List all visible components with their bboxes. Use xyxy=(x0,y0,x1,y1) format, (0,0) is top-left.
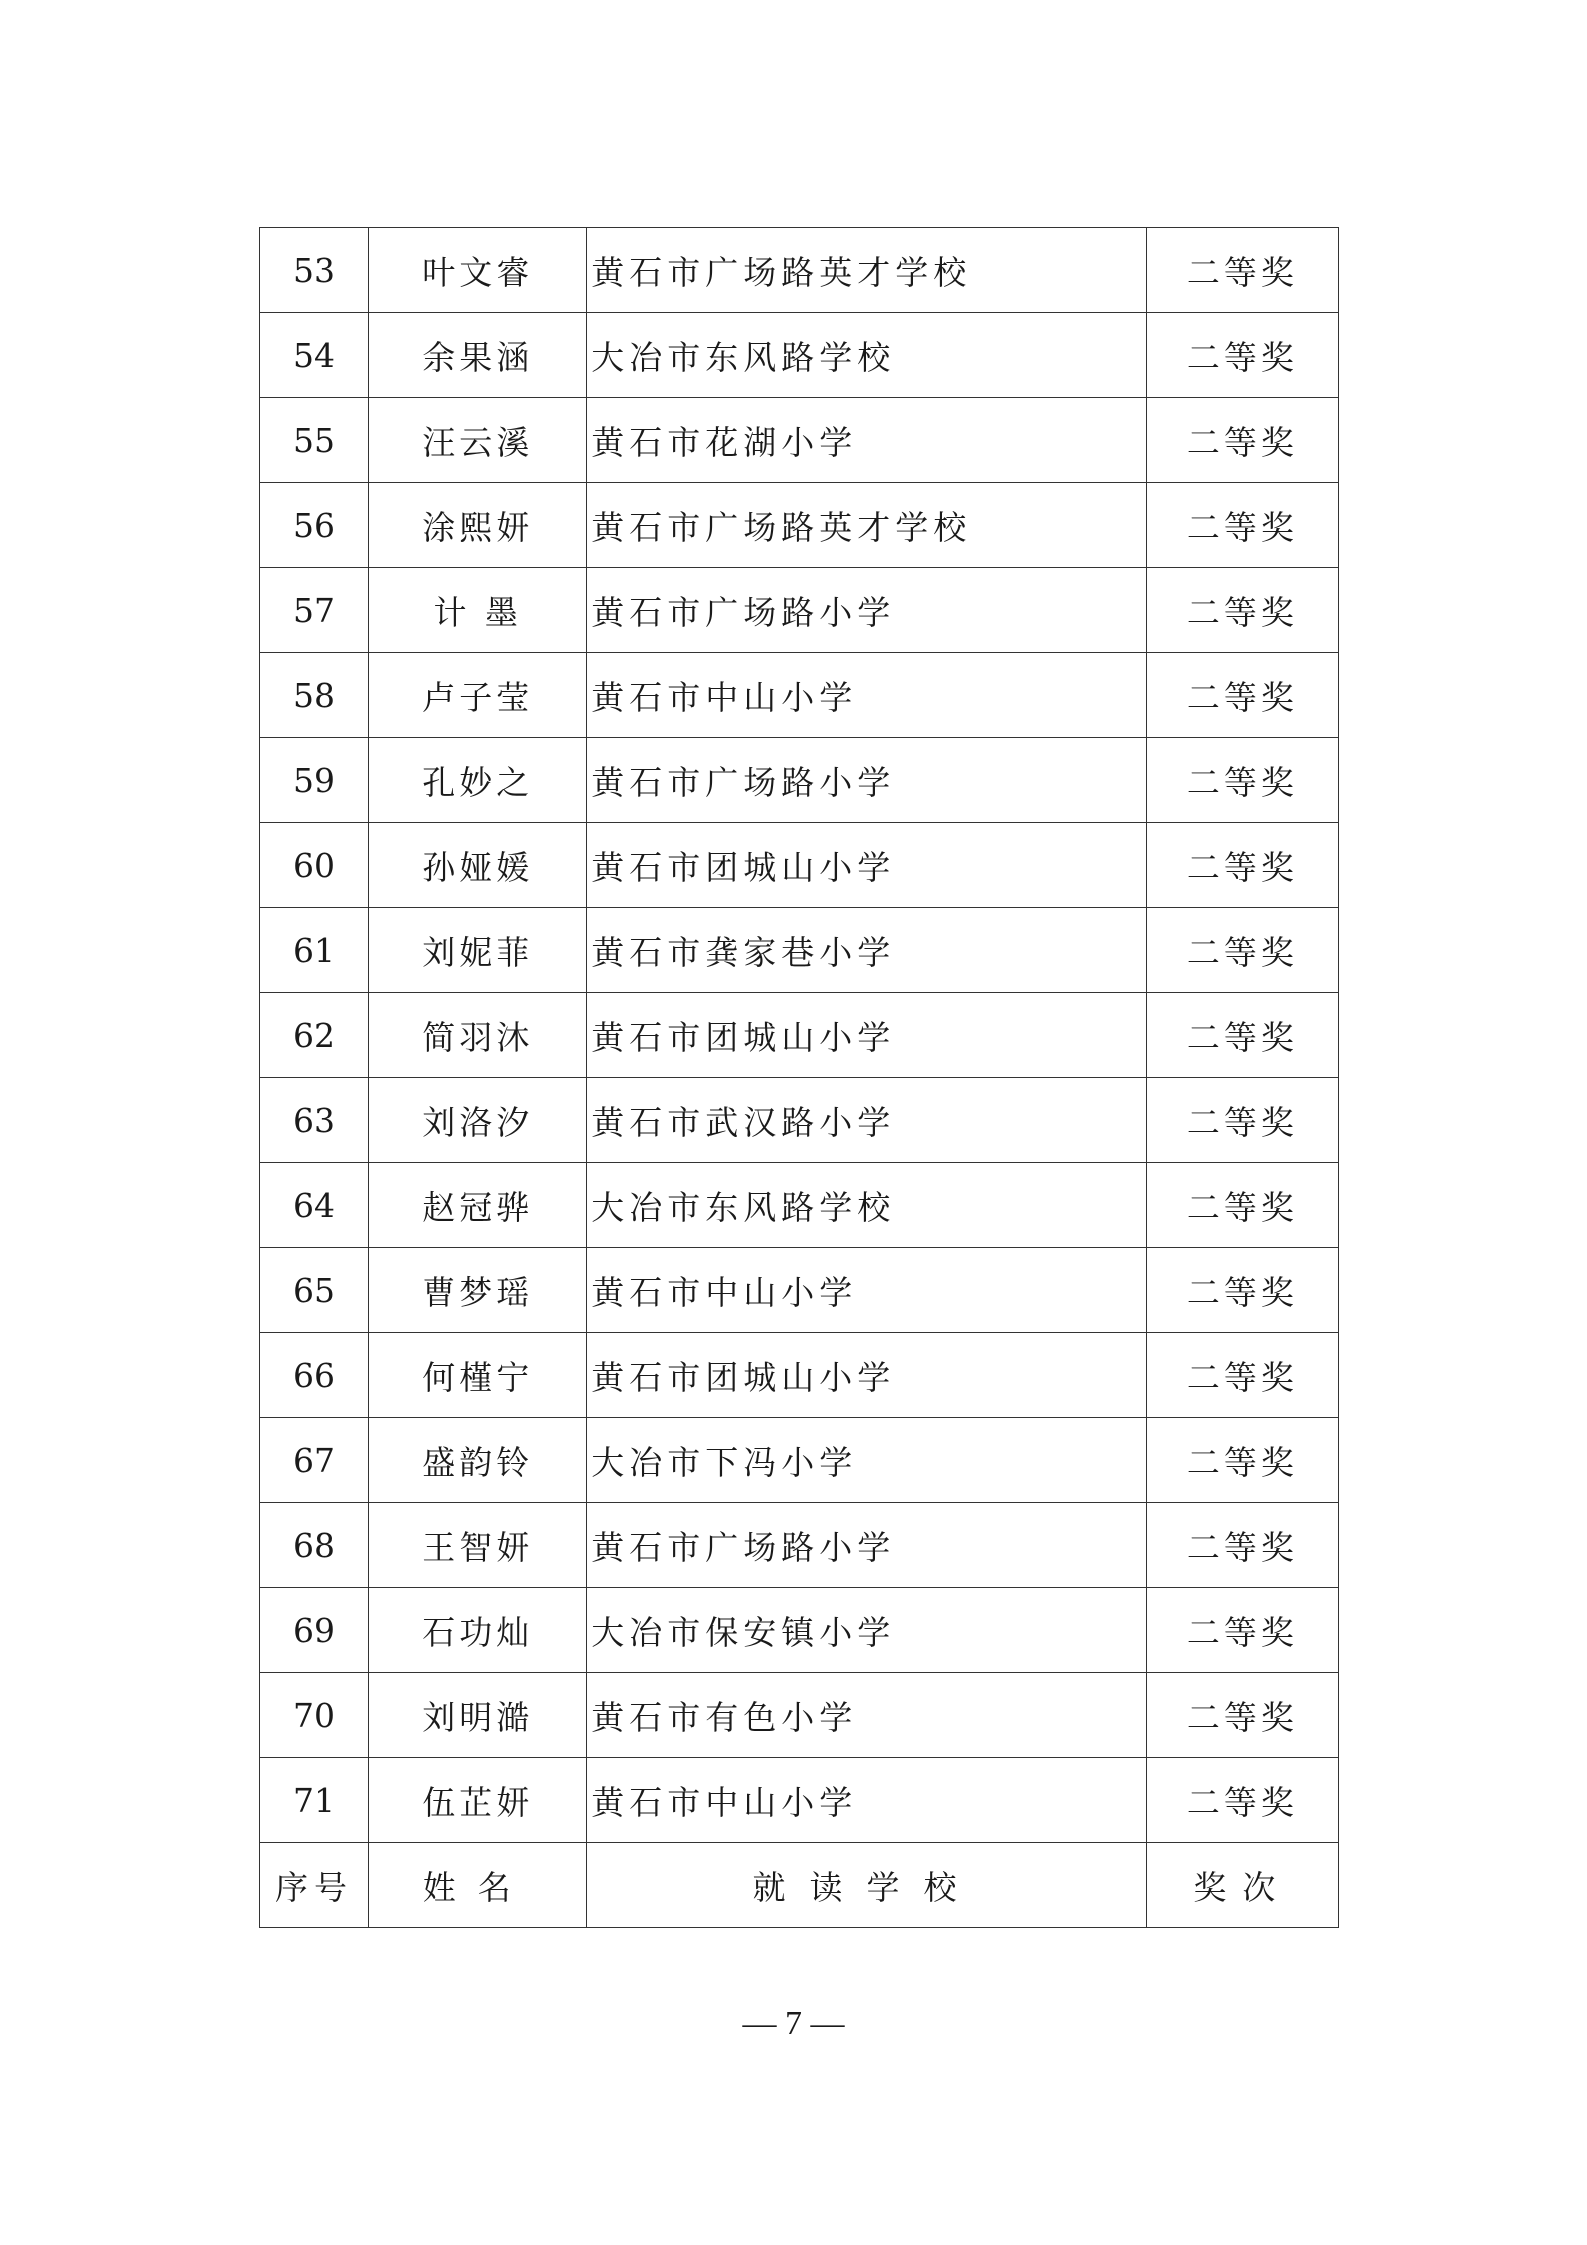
school-name-cell: 黄石市团城山小学 xyxy=(587,993,1147,1078)
award-level-cell: 二等奖 xyxy=(1146,483,1338,568)
row-number-cell: 53 xyxy=(260,228,369,313)
table-row xyxy=(260,1333,1339,1418)
student-name-cell: 何槿宁 xyxy=(369,1333,587,1418)
page-number: — 7 — xyxy=(742,2005,845,2042)
school-name-cell: 黄石市广场路小学 xyxy=(587,1503,1147,1588)
table-row xyxy=(260,1758,1339,1843)
row-number-cell: 60 xyxy=(260,823,369,908)
school-name-cell: 黄石市武汉路小学 xyxy=(587,1078,1147,1163)
table-row xyxy=(260,398,1339,483)
table-row xyxy=(260,313,1339,398)
school-name-cell: 黄石市广场路小学 xyxy=(587,738,1147,823)
row-number-cell: 64 xyxy=(260,1163,369,1248)
row-number-cell: 65 xyxy=(260,1248,369,1333)
table-row xyxy=(260,568,1339,653)
table-row xyxy=(260,908,1339,993)
table-row xyxy=(260,1078,1339,1163)
student-name-cell: 伍芷妍 xyxy=(369,1758,587,1843)
student-name-cell: 盛韵铃 xyxy=(369,1418,587,1503)
award-level-cell: 二等奖 xyxy=(1146,738,1338,823)
student-name-cell: 刘妮菲 xyxy=(369,908,587,993)
table-row xyxy=(260,823,1339,908)
student-name-cell: 简羽沐 xyxy=(369,993,587,1078)
row-number-cell: 63 xyxy=(260,1078,369,1163)
student-name-cell: 卢子莹 xyxy=(369,653,587,738)
header-number: 序号 xyxy=(260,1843,369,1928)
row-number-cell: 69 xyxy=(260,1588,369,1673)
header-award: 奖次 xyxy=(1146,1843,1338,1928)
award-table-body xyxy=(260,228,1339,1928)
school-name-cell: 黄石市中山小学 xyxy=(587,1758,1147,1843)
row-number-cell: 55 xyxy=(260,398,369,483)
student-name-cell: 赵冠骅 xyxy=(369,1163,587,1248)
student-name-cell: 王智妍 xyxy=(369,1503,587,1588)
row-number-cell: 68 xyxy=(260,1503,369,1588)
table-row xyxy=(260,1673,1339,1758)
school-name-cell: 黄石市龚家巷小学 xyxy=(587,908,1147,993)
row-number-cell: 67 xyxy=(260,1418,369,1503)
student-name-cell: 刘明澔 xyxy=(369,1673,587,1758)
award-level-cell: 二等奖 xyxy=(1146,398,1338,483)
row-number-cell: 61 xyxy=(260,908,369,993)
school-name-cell: 大冶市东风路学校 xyxy=(587,313,1147,398)
school-name-cell: 大冶市东风路学校 xyxy=(587,1163,1147,1248)
row-number-cell: 57 xyxy=(260,568,369,653)
award-level-cell: 二等奖 xyxy=(1146,823,1338,908)
table-row xyxy=(260,228,1339,313)
student-name-cell: 叶文睿 xyxy=(369,228,587,313)
student-name-cell: 孙娅媛 xyxy=(369,823,587,908)
school-name-cell: 大冶市下冯小学 xyxy=(587,1418,1147,1503)
student-name-cell: 计 墨 xyxy=(369,568,587,653)
school-name-cell: 黄石市中山小学 xyxy=(587,1248,1147,1333)
award-level-cell: 二等奖 xyxy=(1146,993,1338,1078)
table-row xyxy=(260,653,1339,738)
row-number-cell: 59 xyxy=(260,738,369,823)
row-number-cell: 70 xyxy=(260,1673,369,1758)
school-name-cell: 黄石市团城山小学 xyxy=(587,1333,1147,1418)
row-number-cell: 58 xyxy=(260,653,369,738)
award-level-cell: 二等奖 xyxy=(1146,1503,1338,1588)
table-row xyxy=(260,1163,1339,1248)
award-level-cell: 二等奖 xyxy=(1146,1588,1338,1673)
school-name-cell: 黄石市广场路小学 xyxy=(587,568,1147,653)
student-name-cell: 余果涵 xyxy=(369,313,587,398)
school-name-cell: 黄石市团城山小学 xyxy=(587,823,1147,908)
row-number-cell: 71 xyxy=(260,1758,369,1843)
header-school: 就读学校 xyxy=(587,1843,1147,1928)
table-row xyxy=(260,1248,1339,1333)
row-number-cell: 62 xyxy=(260,993,369,1078)
student-name-cell: 孔妙之 xyxy=(369,738,587,823)
student-name-cell: 刘洛汐 xyxy=(369,1078,587,1163)
student-name-cell: 涂熙妍 xyxy=(369,483,587,568)
table-row xyxy=(260,1418,1339,1503)
award-level-cell: 二等奖 xyxy=(1146,1418,1338,1503)
school-name-cell: 黄石市花湖小学 xyxy=(587,398,1147,483)
award-level-cell: 二等奖 xyxy=(1146,228,1338,313)
award-level-cell: 二等奖 xyxy=(1146,653,1338,738)
row-number-cell: 56 xyxy=(260,483,369,568)
header-name: 姓名 xyxy=(369,1843,587,1928)
row-number-cell: 54 xyxy=(260,313,369,398)
award-level-cell: 二等奖 xyxy=(1146,1333,1338,1418)
school-name-cell: 黄石市有色小学 xyxy=(587,1673,1147,1758)
award-level-cell: 二等奖 xyxy=(1146,1673,1338,1758)
table-row xyxy=(260,483,1339,568)
award-list-table xyxy=(259,227,1339,1928)
school-name-cell: 黄石市广场路英才学校 xyxy=(587,483,1147,568)
table-row xyxy=(260,993,1339,1078)
table-row xyxy=(260,1503,1339,1588)
school-name-cell: 黄石市中山小学 xyxy=(587,653,1147,738)
award-level-cell: 二等奖 xyxy=(1146,313,1338,398)
table-header-row xyxy=(260,1843,1339,1928)
award-level-cell: 二等奖 xyxy=(1146,908,1338,993)
award-level-cell: 二等奖 xyxy=(1146,568,1338,653)
award-level-cell: 二等奖 xyxy=(1146,1078,1338,1163)
award-level-cell: 二等奖 xyxy=(1146,1248,1338,1333)
student-name-cell: 石功灿 xyxy=(369,1588,587,1673)
school-name-cell: 大冶市保安镇小学 xyxy=(587,1588,1147,1673)
row-number-cell: 66 xyxy=(260,1333,369,1418)
student-name-cell: 曹梦瑶 xyxy=(369,1248,587,1333)
student-name-cell: 汪云溪 xyxy=(369,398,587,483)
school-name-cell: 黄石市广场路英才学校 xyxy=(587,228,1147,313)
table-row xyxy=(260,738,1339,823)
table-row xyxy=(260,1588,1339,1673)
award-level-cell: 二等奖 xyxy=(1146,1163,1338,1248)
award-level-cell: 二等奖 xyxy=(1146,1758,1338,1843)
